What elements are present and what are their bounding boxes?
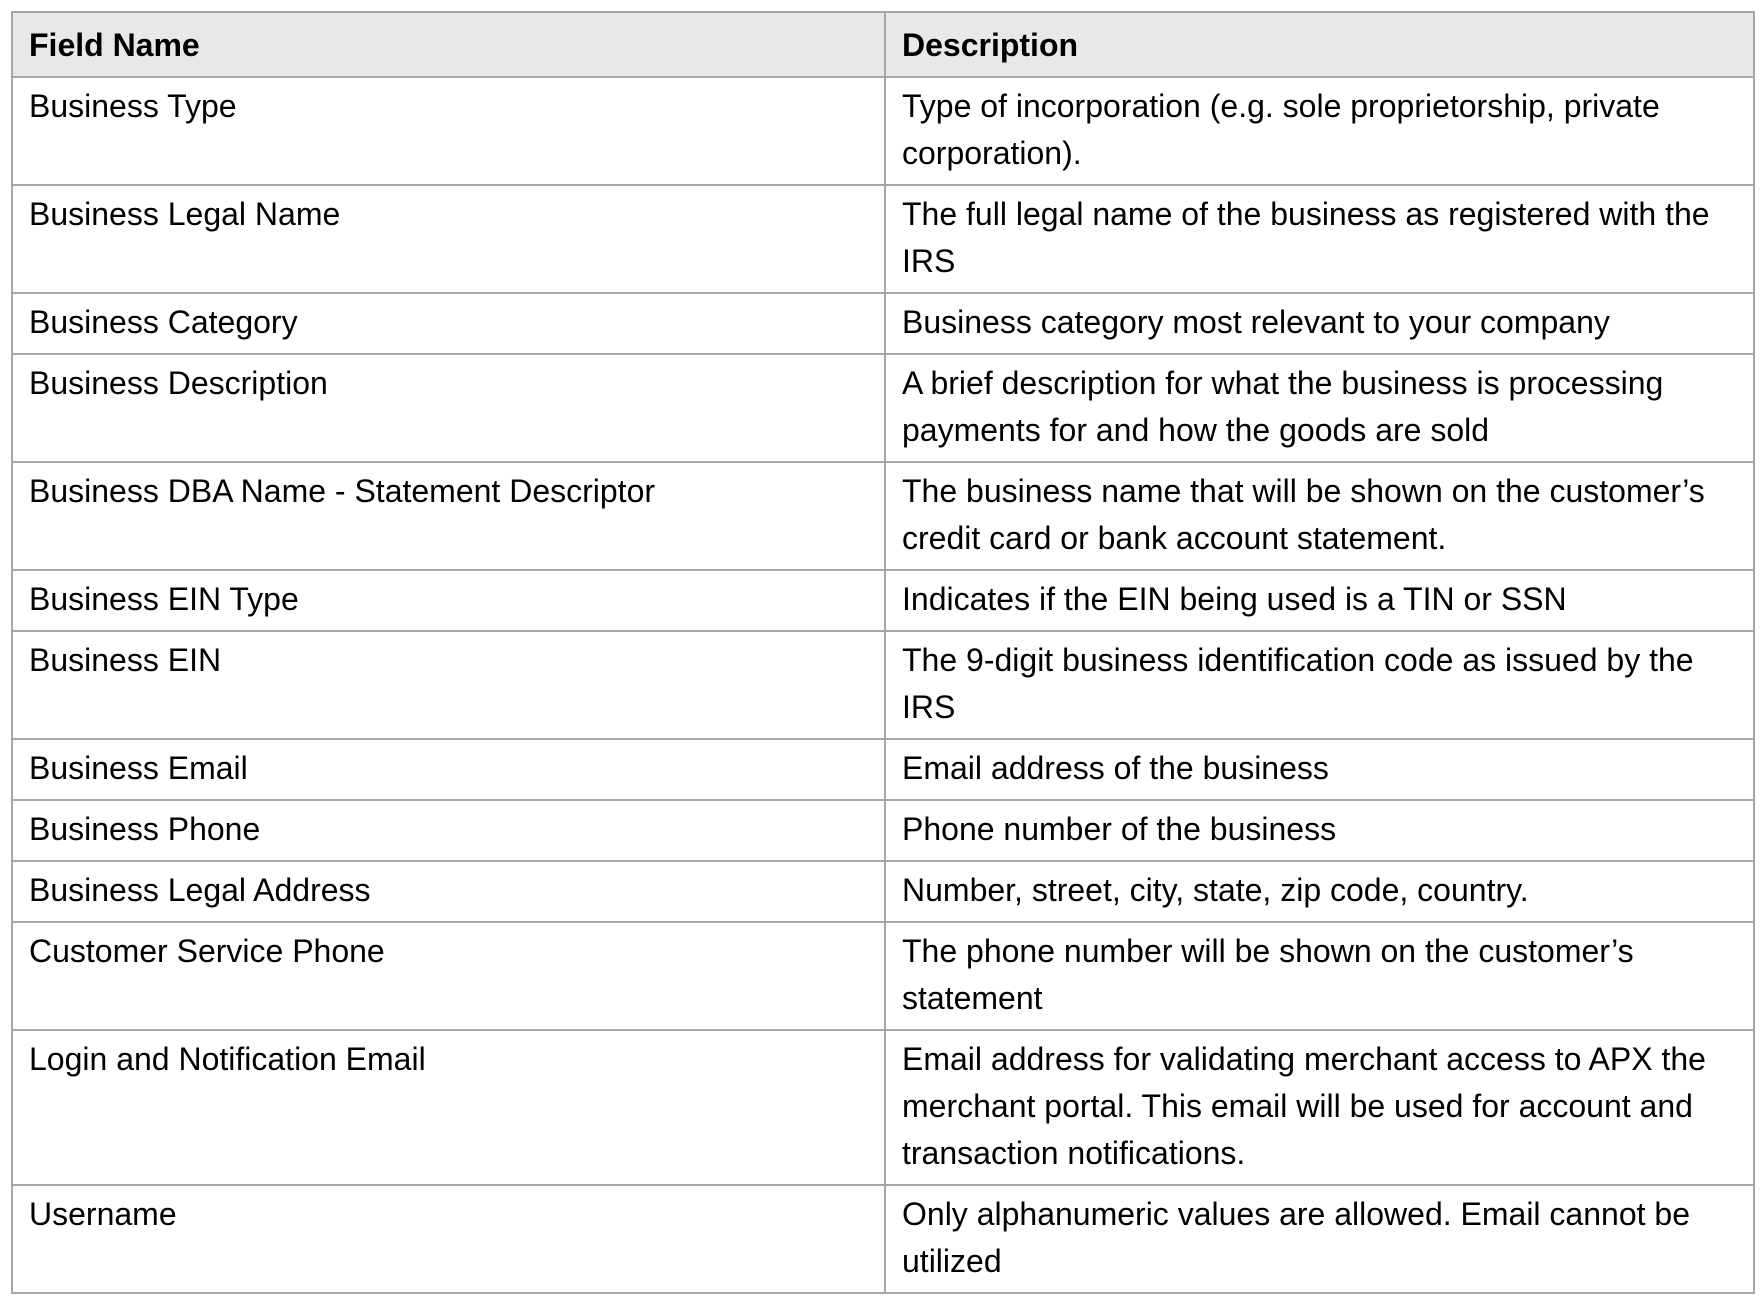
description-cell: Indicates if the EIN being used is a TIN or SSN: [885, 570, 1754, 631]
header-field-name: Field Name: [12, 12, 885, 77]
table-row: [12, 570, 1754, 631]
description-cell: The phone number will be shown on the customer’s statement: [885, 922, 1754, 1030]
field-name-cell: Business EIN Type: [12, 570, 885, 631]
header-description: Description: [885, 12, 1754, 77]
field-name-cell: Business DBA Name - Statement Descriptor: [12, 462, 885, 570]
table-row: [12, 631, 1754, 739]
table-row: [12, 800, 1754, 861]
table-row: [12, 1030, 1754, 1185]
table-row: [12, 354, 1754, 462]
description-cell: The full legal name of the business as registered with the IRS: [885, 185, 1754, 293]
table-row: [12, 1185, 1754, 1293]
field-name-cell: Login and Notification Email: [12, 1030, 885, 1185]
table-row: [12, 922, 1754, 1030]
table-row: [12, 861, 1754, 922]
description-cell: The business name that will be shown on the customer’s credit card or bank account statement.: [885, 462, 1754, 570]
description-cell: Type of incorporation (e.g. sole proprietorship, private corporation).: [885, 77, 1754, 185]
field-name-cell: Business EIN: [12, 631, 885, 739]
description-cell: Email address of the business: [885, 739, 1754, 800]
field-name-cell: Business Phone: [12, 800, 885, 861]
field-description-table: [11, 11, 1755, 1294]
description-cell: Business category most relevant to your company: [885, 293, 1754, 354]
description-cell: A brief description for what the business is processing payments for and how the goods are sold: [885, 354, 1754, 462]
table-row: [12, 739, 1754, 800]
description-cell: The 9-digit business identification code as issued by the IRS: [885, 631, 1754, 739]
field-name-cell: Business Type: [12, 77, 885, 185]
field-name-cell: Business Legal Address: [12, 861, 885, 922]
field-name-cell: Business Legal Name: [12, 185, 885, 293]
table-row: [12, 185, 1754, 293]
field-name-cell: Business Category: [12, 293, 885, 354]
table-row: [12, 293, 1754, 354]
field-name-cell: Business Description: [12, 354, 885, 462]
table-row: [12, 462, 1754, 570]
description-cell: Email address for validating merchant access to APX the merchant portal. This email will be used for account and transaction notifications.: [885, 1030, 1754, 1185]
field-name-cell: Business Email: [12, 739, 885, 800]
description-cell: Phone number of the business: [885, 800, 1754, 861]
field-name-cell: Customer Service Phone: [12, 922, 885, 1030]
table-row: [12, 77, 1754, 185]
field-name-cell: Username: [12, 1185, 885, 1293]
description-cell: Number, street, city, state, zip code, country.: [885, 861, 1754, 922]
table-header-row: [12, 12, 1754, 77]
description-cell: Only alphanumeric values are allowed. Email cannot be utilized: [885, 1185, 1754, 1293]
